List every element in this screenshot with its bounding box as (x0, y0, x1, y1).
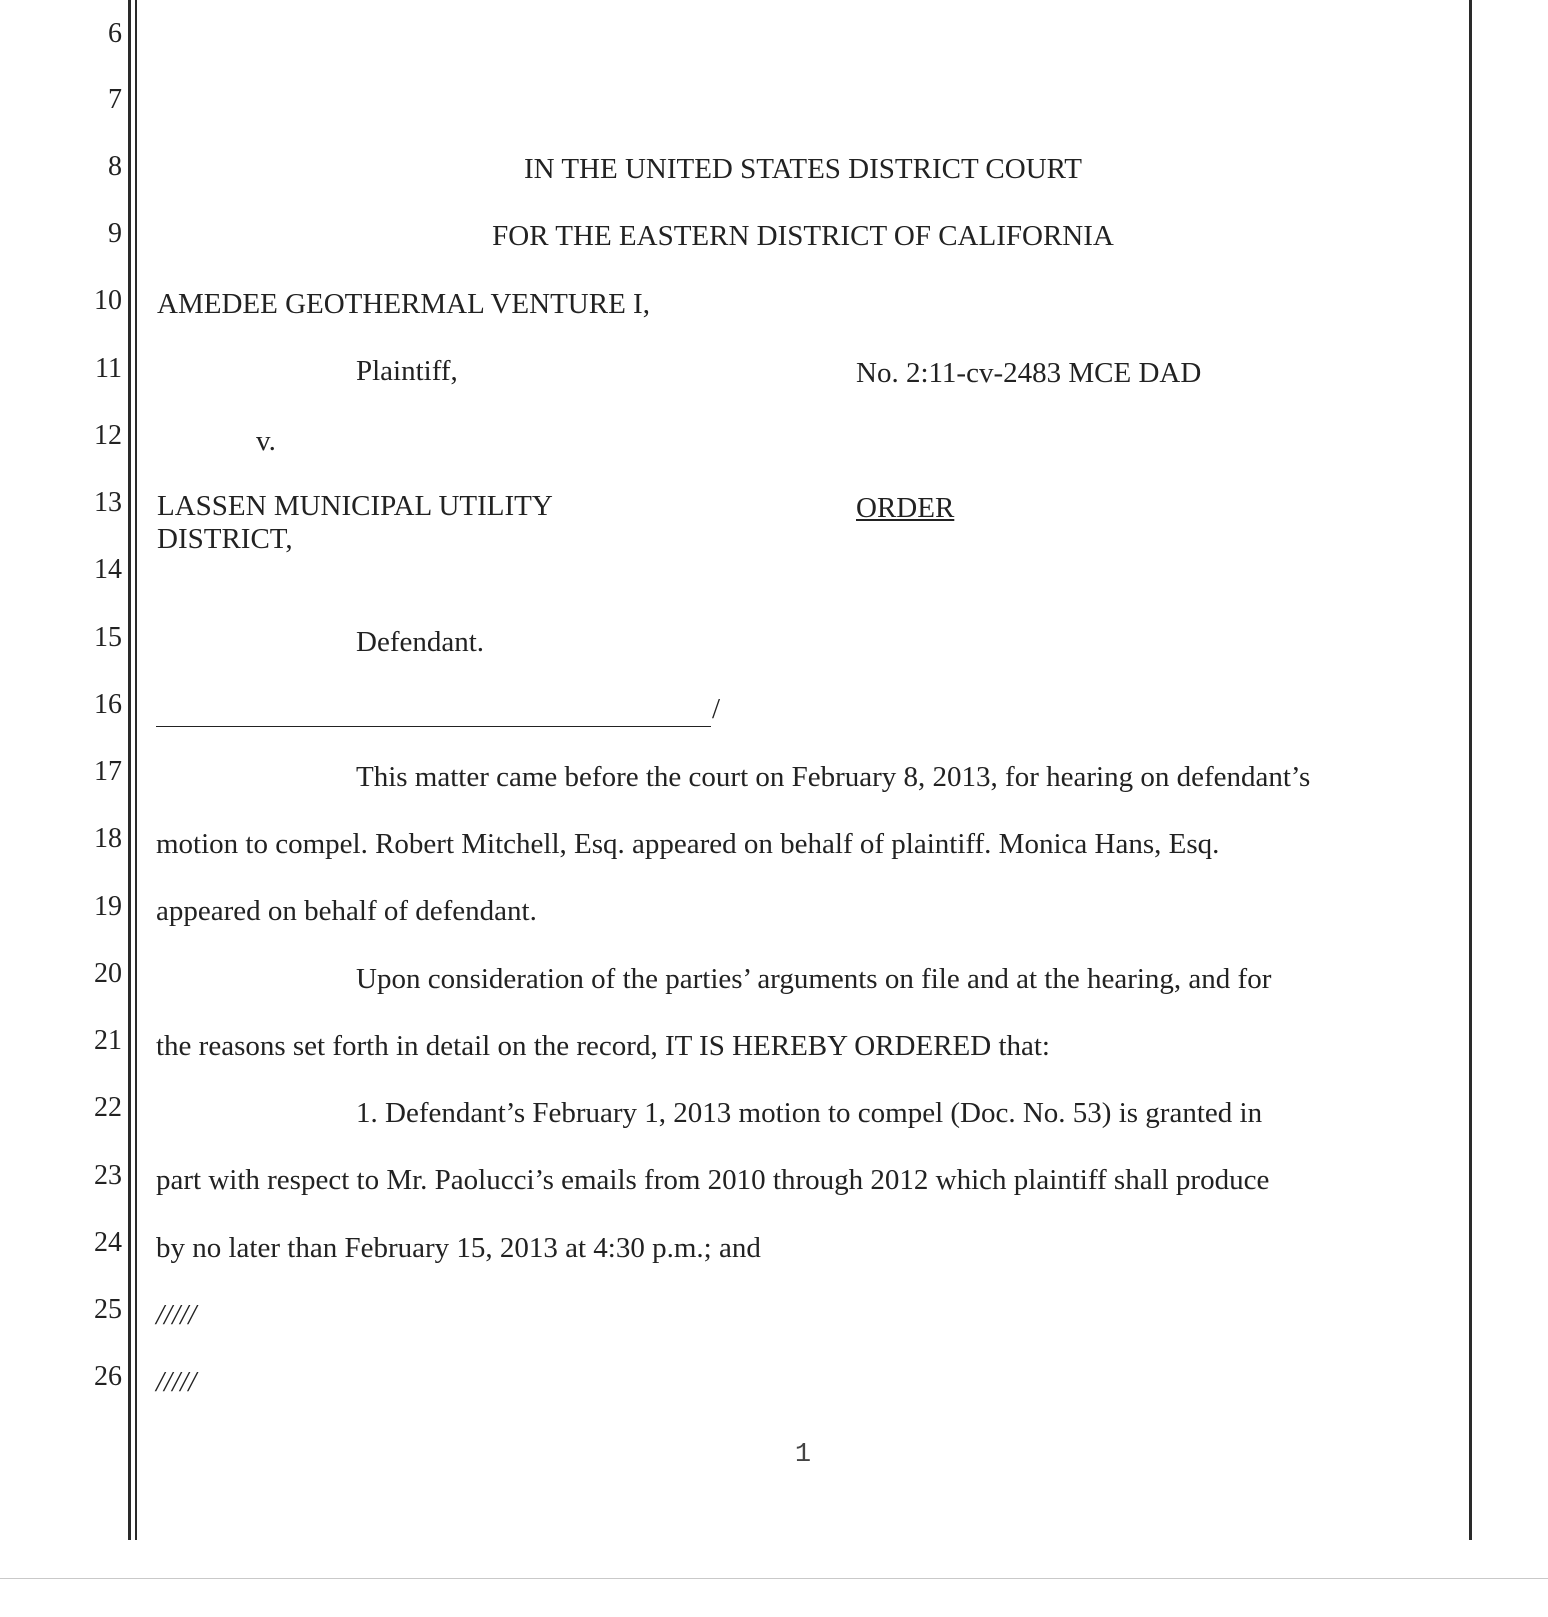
line-number: 7 (108, 84, 122, 115)
defendant-name-line-2: DISTRICT, (157, 523, 293, 555)
line-number: 19 (94, 891, 122, 922)
case-number: No. 2:11-cv-2483 MCE DAD (856, 357, 1202, 389)
line-number: 11 (95, 353, 122, 384)
line-number: 12 (94, 420, 122, 451)
versus-label: v. (256, 425, 276, 457)
line-number: 13 (94, 487, 122, 518)
plaintiff-name: AMEDEE GEOTHERMAL VENTURE I, (157, 288, 650, 320)
line-number: 20 (94, 958, 122, 989)
right-margin-rule (1469, 0, 1472, 1540)
line-number: 15 (94, 622, 122, 653)
line-number: 6 (108, 18, 122, 49)
line-number: 8 (108, 151, 122, 182)
defendant-role: Defendant. (356, 626, 485, 658)
paragraph-2-line-1: Upon consideration of the parties’ arguments on file and at the hearing, and for (356, 963, 1272, 995)
line-number: 24 (94, 1227, 122, 1258)
paragraph-1-line-1: This matter came before the court on February 8, 2013, for hearing on defendant’s (356, 761, 1311, 793)
caption-divider-slash: / (712, 693, 721, 725)
left-margin-rule-outer (128, 0, 131, 1540)
continuation-marker: ///// (156, 1366, 197, 1398)
order-item-1-line-1: 1. Defendant’s February 1, 2013 motion to compel (Doc. No. 53) is granted in (356, 1097, 1263, 1129)
order-item-1-line-3: by no later than February 15, 2013 at 4:30 p.m.; and (156, 1232, 761, 1264)
page-number: 1 (794, 1440, 812, 1470)
line-number: 23 (94, 1160, 122, 1191)
line-number: 18 (94, 823, 122, 854)
line-number: 9 (108, 218, 122, 249)
court-district: FOR THE EASTERN DISTRICT OF CALIFORNIA (492, 220, 1114, 252)
order-item-1-line-2: part with respect to Mr. Paolucci’s emails from 2010 through 2012 which plaintiff shall produce (156, 1164, 1270, 1196)
court-name: IN THE UNITED STATES DISTRICT COURT (524, 153, 1082, 185)
paragraph-2-line-2: the reasons set forth in detail on the record, IT IS HEREBY ORDERED that: (156, 1030, 1050, 1062)
scan-bottom-edge (0, 1578, 1548, 1579)
defendant-name-line-1: LASSEN MUNICIPAL UTILITY (157, 490, 553, 522)
line-number: 26 (94, 1361, 122, 1392)
continuation-marker: ///// (156, 1299, 197, 1331)
plaintiff-role: Plaintiff, (356, 355, 458, 387)
line-number: 25 (94, 1294, 122, 1325)
line-number: 21 (94, 1025, 122, 1056)
paragraph-1-line-2: motion to compel. Robert Mitchell, Esq. appeared on behalf of plaintiff. Monica Hans, Esq. (156, 828, 1220, 860)
caption-divider-line (156, 726, 711, 727)
line-number: 14 (94, 554, 122, 585)
line-number: 10 (94, 285, 122, 316)
line-number: 17 (94, 756, 122, 787)
document-title: ORDER (856, 492, 955, 524)
line-number: 16 (94, 689, 122, 720)
line-number: 22 (94, 1092, 122, 1123)
paragraph-1-line-3: appeared on behalf of defendant. (156, 895, 537, 927)
